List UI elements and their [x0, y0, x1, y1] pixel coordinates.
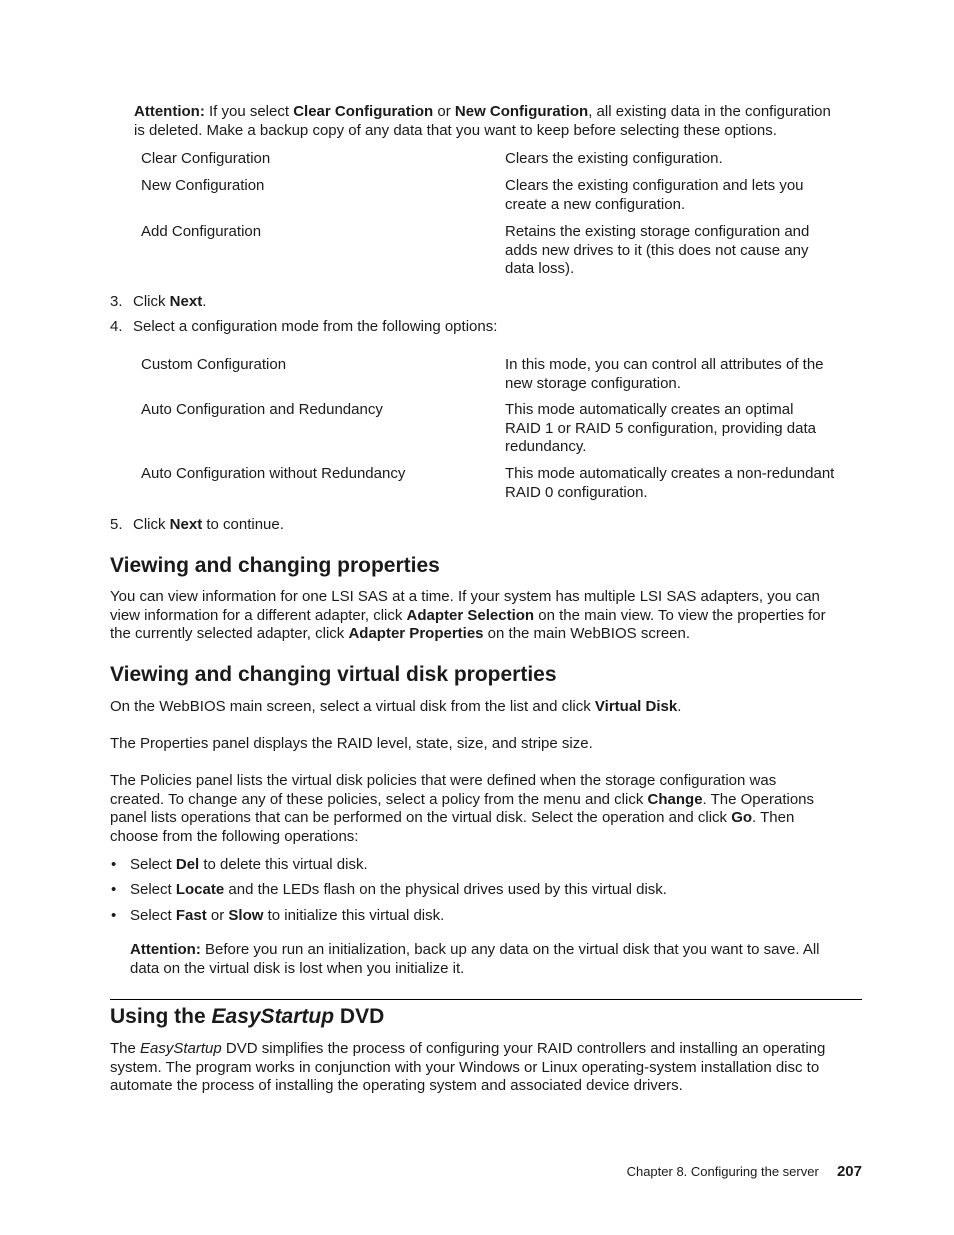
- mode-desc-cell: In this mode, you can control all attributes of the new storage configuration.: [505, 356, 824, 392]
- attention-label: Attention:: [130, 941, 201, 958]
- step-number: 3.: [110, 293, 123, 310]
- section-heading: Viewing and changing properties: [110, 554, 440, 577]
- bullet-marker: •: [111, 856, 117, 873]
- mode-name-cell: Auto Configuration and Redundancy: [141, 401, 383, 418]
- mode-desc-cell: This mode automatically creates an optimal RAID 1 or RAID 5 configuration, providing data redundancy.: [505, 401, 816, 456]
- step-text: Click Next.: [133, 293, 207, 310]
- attention-note: [134, 103, 864, 140]
- page-footer: [560, 1163, 862, 1182]
- page-number: 207: [836, 1163, 862, 1180]
- bullet-item: Select Del to delete this virtual disk.: [130, 856, 368, 873]
- attention-line-1: Attention: If you select Clear Configuration or New Configuration, all existing data in the configuration: [134, 103, 831, 120]
- section-paragraph: You can view information for one LSI SAS at a time. If your system has multiple LSI SAS adapters, you can view information for a different adapter, click Adapter Selection on the main view. To view the properties for the currently selected adapter, click Adapter Properties on the main WebBIOS screen.: [110, 588, 826, 643]
- step-number: 4.: [110, 318, 123, 335]
- bullet-marker: •: [111, 907, 117, 924]
- mode-desc-cell: This mode automatically creates a non-redundant RAID 0 configuration.: [505, 465, 835, 501]
- bullet-item: Select Fast or Slow to initialize this virtual disk.: [130, 907, 445, 924]
- config-name-cell: New Configuration: [141, 177, 265, 194]
- mode-name-cell: Custom Configuration: [141, 356, 287, 373]
- bullet-item: Select Locate and the LEDs flash on the physical drives used by this virtual disk.: [130, 881, 667, 898]
- step-text: Click Next to continue.: [133, 516, 284, 533]
- footer-chapter: Chapter 8. Configuring the server: [626, 1164, 819, 1179]
- step-text: Select a configuration mode from the following options:: [133, 318, 498, 335]
- section-heading: Viewing and changing virtual disk properties: [110, 663, 557, 686]
- attention-note: Attention: Before you run an initialization, back up any data on the virtual disk that you want to save. All data on the virtual disk is lost when you initialize it.: [130, 941, 820, 977]
- config-desc-cell: Retains the existing storage configuration and adds new drives to it (this does not cause any data loss).: [505, 223, 810, 278]
- section-paragraph: The EasyStartup DVD simplifies the process of configuring your RAID controllers and installing an operating system. The program works in conjunction with your Windows or Linux operating-system installation disc to automate the process of installing the operating system and associated device drivers.: [110, 1040, 826, 1095]
- attention-line-2: is deleted. Make a backup copy of any data that you want to keep before selecting these options.: [134, 121, 777, 139]
- section-paragraph: On the WebBIOS main screen, select a virtual disk from the list and click Virtual Disk.: [110, 698, 682, 715]
- section-divider: [110, 999, 862, 1000]
- mode-name-cell: Auto Configuration without Redundancy: [141, 465, 406, 482]
- config-name-cell: Add Configuration: [141, 223, 262, 240]
- config-desc-cell: Clears the existing configuration and lets you create a new configuration.: [505, 177, 804, 213]
- section-paragraph: The Policies panel lists the virtual disk policies that were defined when the storage configuration was created. To change any of these policies, select a policy from the menu and click Change. The Operations panel lists operations that can be performed on the virtual disk. Select the operation and click Go. Then choose from the following operations:: [110, 772, 814, 845]
- config-desc-cell: Clears the existing configuration.: [505, 150, 723, 167]
- section-heading: Using the EasyStartup DVD: [110, 1005, 385, 1028]
- config-name-cell: Clear Configuration: [141, 150, 271, 167]
- attention-label: Attention:: [134, 103, 205, 120]
- section-paragraph: The Properties panel displays the RAID level, state, size, and stripe size.: [110, 735, 593, 752]
- step-number: 5.: [110, 516, 123, 533]
- bullet-marker: •: [111, 881, 117, 898]
